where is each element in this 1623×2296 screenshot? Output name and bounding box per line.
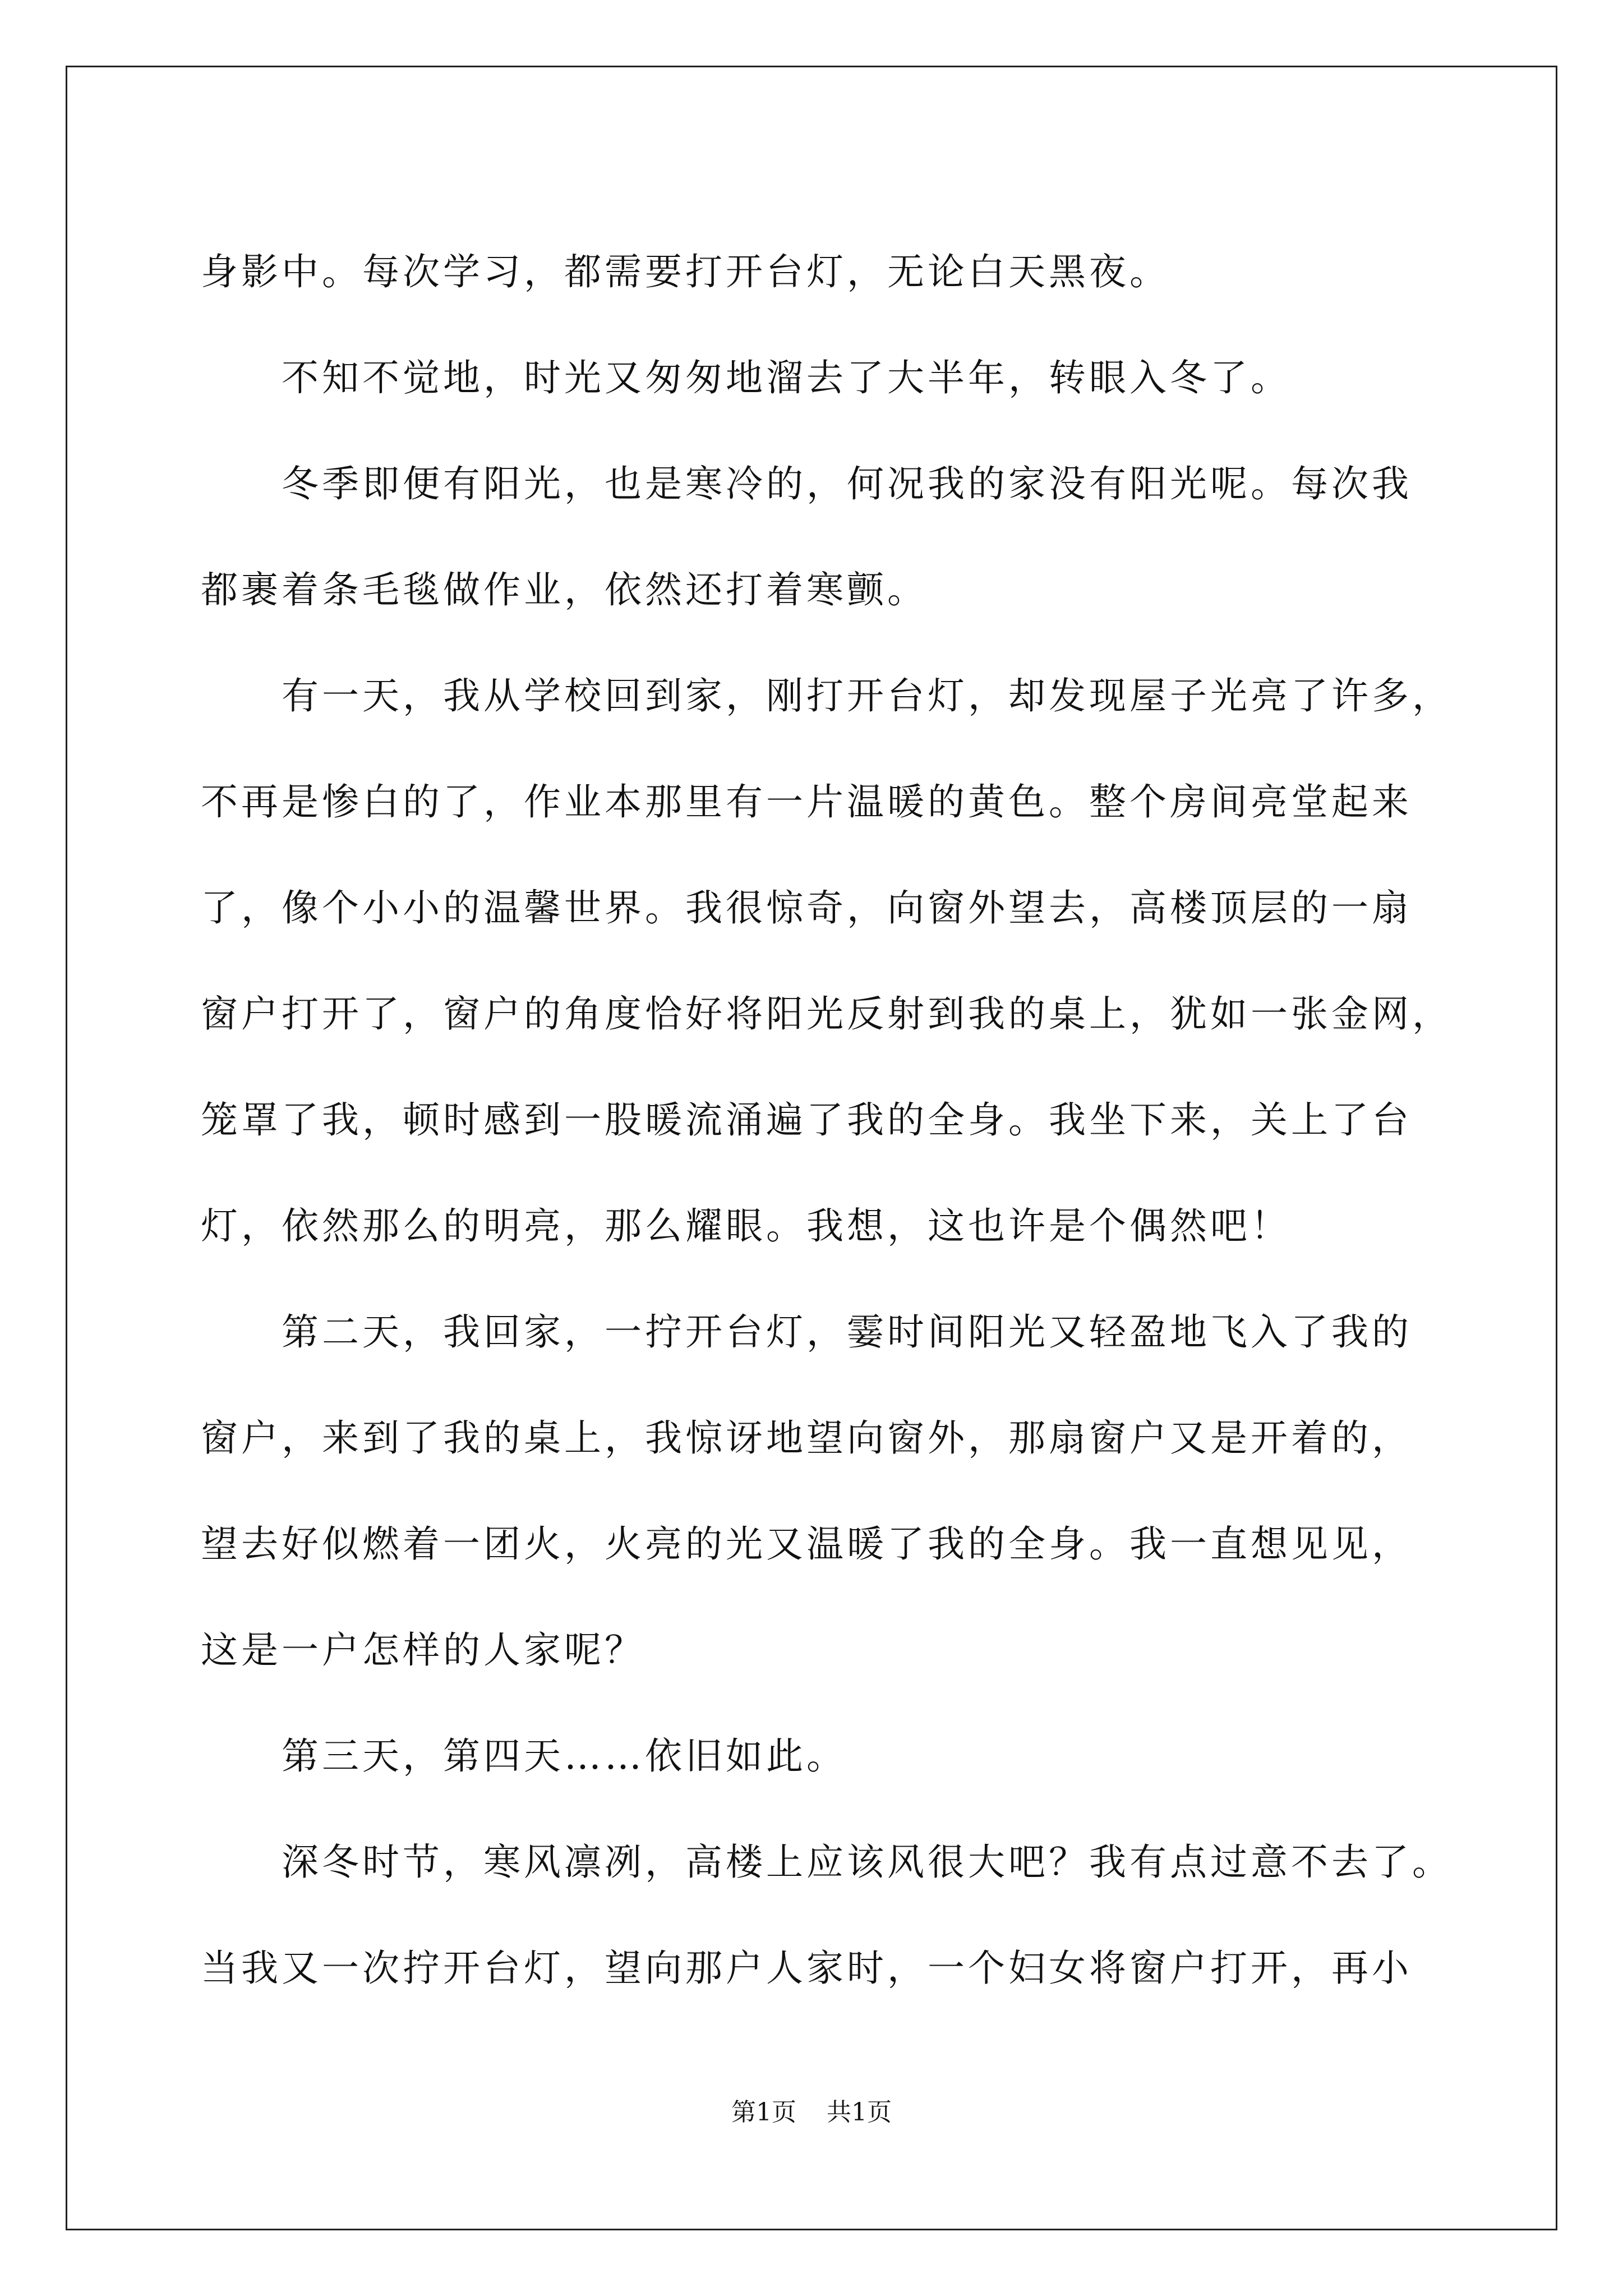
- text-line: 有一天，我从学校回到家，刚打开台灯，却发现屋子光亮了许多，: [282, 674, 1453, 717]
- text-line: 第三天，第四天……依旧如此。: [282, 1734, 847, 1778]
- text-line: 当我又一次拧开台灯，望向那户人家时，一个妇女将窗户打开，再小: [201, 1947, 1412, 1990]
- text-line: 窗户，来到了我的桌上，我惊讶地望向窗外，那扇窗户又是开着的，: [201, 1416, 1412, 1460]
- text-line: 不再是惨白的了，作业本那里有一片温暖的黄色。整个房间亮堂起来: [201, 780, 1412, 823]
- text-line: 不知不觉地，时光又匆匆地溜去了大半年，转眼入冬了。: [282, 356, 1291, 399]
- page-number-current: 第1页: [731, 2098, 796, 2127]
- text-line: 灯，依然那么的明亮，那么耀眼。我想，这也许是个偶然吧！: [201, 1204, 1291, 1248]
- document-body: [201, 219, 1453, 2021]
- text-line: 深冬时节，寒风凛冽，高楼上应该风很大吧？我有点过意不去了。: [282, 1841, 1453, 1884]
- text-line: 笼罩了我，顿时感到一股暖流涌遍了我的全身。我坐下来，关上了台: [201, 1098, 1412, 1142]
- text-line: 第二天，我回家，一拧开台灯，霎时间阳光又轻盈地飞入了我的: [282, 1310, 1412, 1354]
- page-footer: [0, 2096, 1623, 2129]
- text-line: 身影中。每次学习，都需要打开台灯，无论白天黑夜。: [201, 250, 1170, 293]
- text-line: 冬季即便有阳光，也是寒冷的，何况我的家没有阳光呢。每次我: [282, 462, 1412, 505]
- page-number-total: 共1页: [827, 2098, 892, 2127]
- text-line: 都裹着条毛毯做作业，依然还打着寒颤。: [201, 568, 928, 611]
- text-line: 望去好似燃着一团火，火亮的光又温暖了我的全身。我一直想见见，: [201, 1522, 1412, 1566]
- text-line: 这是一户怎样的人家呢？: [201, 1628, 645, 1672]
- text-line: 窗户打开了，窗户的角度恰好将阳光反射到我的桌上，犹如一张金网，: [201, 992, 1453, 1036]
- text-line: 了，像个小小的温馨世界。我很惊奇，向窗外望去，高楼顶层的一扇: [201, 886, 1412, 930]
